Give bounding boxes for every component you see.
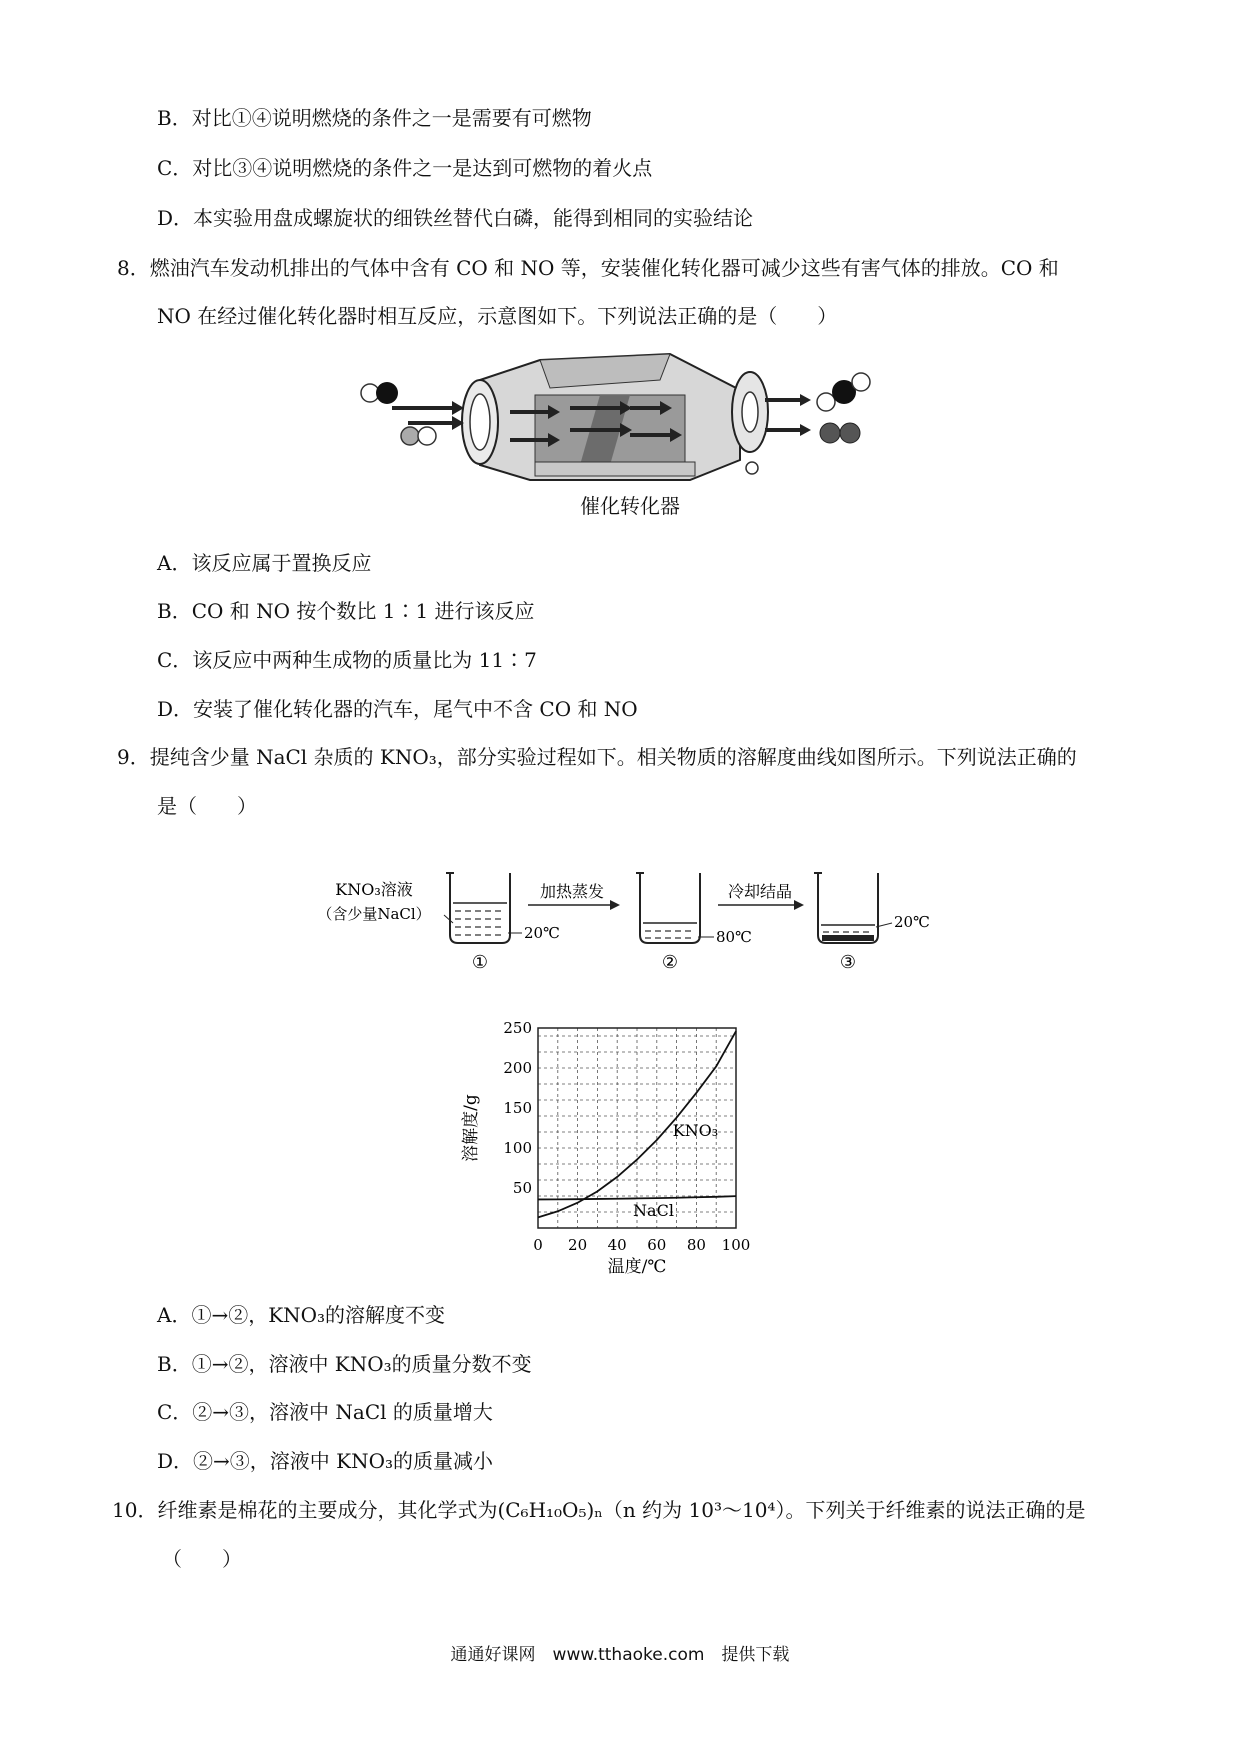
y-tick-label: 150: [503, 1099, 532, 1117]
series-label-nacl: NaCl: [633, 1201, 674, 1220]
step-evaporate-label: 加热蒸发: [539, 882, 605, 901]
x-tick-label: 80: [686, 1236, 706, 1254]
q9-stem-line2: 是（ ）: [157, 794, 257, 818]
q8-stem-line2: NO 在经过催化转化器时相互反应，示意图如下。下列说法正确的是（ ）: [157, 304, 838, 328]
q9-option-a: A．①→②，KNO₃的溶解度不变: [157, 1303, 446, 1327]
q8-option-a: A．该反应属于置换反应: [157, 551, 372, 575]
q7-option-b: B．对比①④说明燃烧的条件之一是需要有可燃物: [157, 106, 592, 130]
y-tick-label: 50: [512, 1179, 532, 1197]
q9-option-c: C．②→③，溶液中 NaCl 的质量增大: [157, 1400, 493, 1424]
solubility-chart: [460, 1010, 790, 1280]
x-tick-label: 100: [721, 1236, 751, 1254]
purification-process-diagram: [310, 865, 950, 975]
co-molecule-in: [361, 382, 398, 404]
solution-label-1: KNO₃溶液: [335, 880, 413, 899]
x-tick-label: 40: [607, 1236, 627, 1254]
q9-stem-line1: 9．提纯含少量 NaCl 杂质的 KNO₃，部分实验过程如下。相关物质的溶解度曲线如图所示。下列说法正确的: [117, 745, 1077, 769]
converter-caption: 催化转化器: [580, 494, 680, 518]
temp-label-3: 20℃: [894, 913, 930, 931]
q10-stem-line2: （ ）: [162, 1547, 242, 1571]
x-tick-label: 0: [533, 1236, 543, 1254]
q7-option-d: D．本实验用盘成螺旋状的细铁丝替代白磷，能得到相同的实验结论: [157, 206, 754, 230]
q9-option-d: D．②→③，溶液中 KNO₃的质量减小: [157, 1449, 494, 1473]
process-svg: [310, 865, 950, 975]
x-tick-label: 60: [647, 1236, 667, 1254]
temp-label-2: 80℃: [716, 928, 752, 946]
solubility-chart-svg: [460, 1010, 790, 1280]
arrow-evaporate: [528, 900, 620, 910]
series-label-kno3: KNO₃: [672, 1121, 719, 1140]
y-axis-label: 溶解度/g: [461, 1094, 481, 1162]
y-tick-label: 100: [503, 1139, 532, 1157]
temp-label-1: 20℃: [524, 924, 560, 942]
q8-stem-line1: 8．燃油汽车发动机排出的气体中含有 CO 和 NO 等，安装催化转化器可减少这些有害气体的排放。CO 和: [117, 256, 1059, 280]
q8-option-b: B．CO 和 NO 按个数比 1∶1 进行该反应: [157, 599, 535, 623]
y-tick-label: 250: [503, 1019, 532, 1037]
x-tick-label: 20: [568, 1236, 588, 1254]
solution-label-2: （含少量NaCl）: [317, 905, 431, 923]
n2-molecule-out: [820, 423, 860, 443]
y-tick-label: 200: [503, 1059, 532, 1077]
step-crystallize-label: 冷却结晶: [727, 882, 793, 901]
no-molecule-in: [401, 427, 436, 445]
page-footer: 通通好课网 www.tthaoke.com 提供下载: [450, 1645, 790, 1665]
q8-option-d: D．安装了催化转化器的汽车，尾气中不含 CO 和 NO: [157, 697, 638, 721]
beaker-3: [814, 873, 892, 943]
beaker-label-3: ③: [839, 952, 857, 973]
arrow-cool: [718, 900, 804, 910]
beaker-1: [444, 873, 522, 943]
q10-stem-line1: 10．纤维素是棉花的主要成分，其化学式为(C₆H₁₀O₅)ₙ（n 约为 10³～10⁴）。下列关于纤维素的说法正确的是: [112, 1498, 1086, 1522]
converter-body: [462, 354, 768, 480]
q9-option-b: B．①→②，溶液中 KNO₃的质量分数不变: [157, 1352, 532, 1376]
co2-molecule-out: [817, 373, 870, 411]
beaker-2: [636, 873, 714, 943]
q7-option-c: C．对比③④说明燃烧的条件之一是达到可燃物的着火点: [157, 156, 653, 180]
beaker-label-2: ②: [661, 952, 679, 973]
x-axis-label: 温度/℃: [607, 1257, 667, 1277]
q8-option-c: C．该反应中两种生成物的质量比为 11∶7: [157, 648, 537, 672]
beaker-label-1: ①: [471, 952, 489, 973]
